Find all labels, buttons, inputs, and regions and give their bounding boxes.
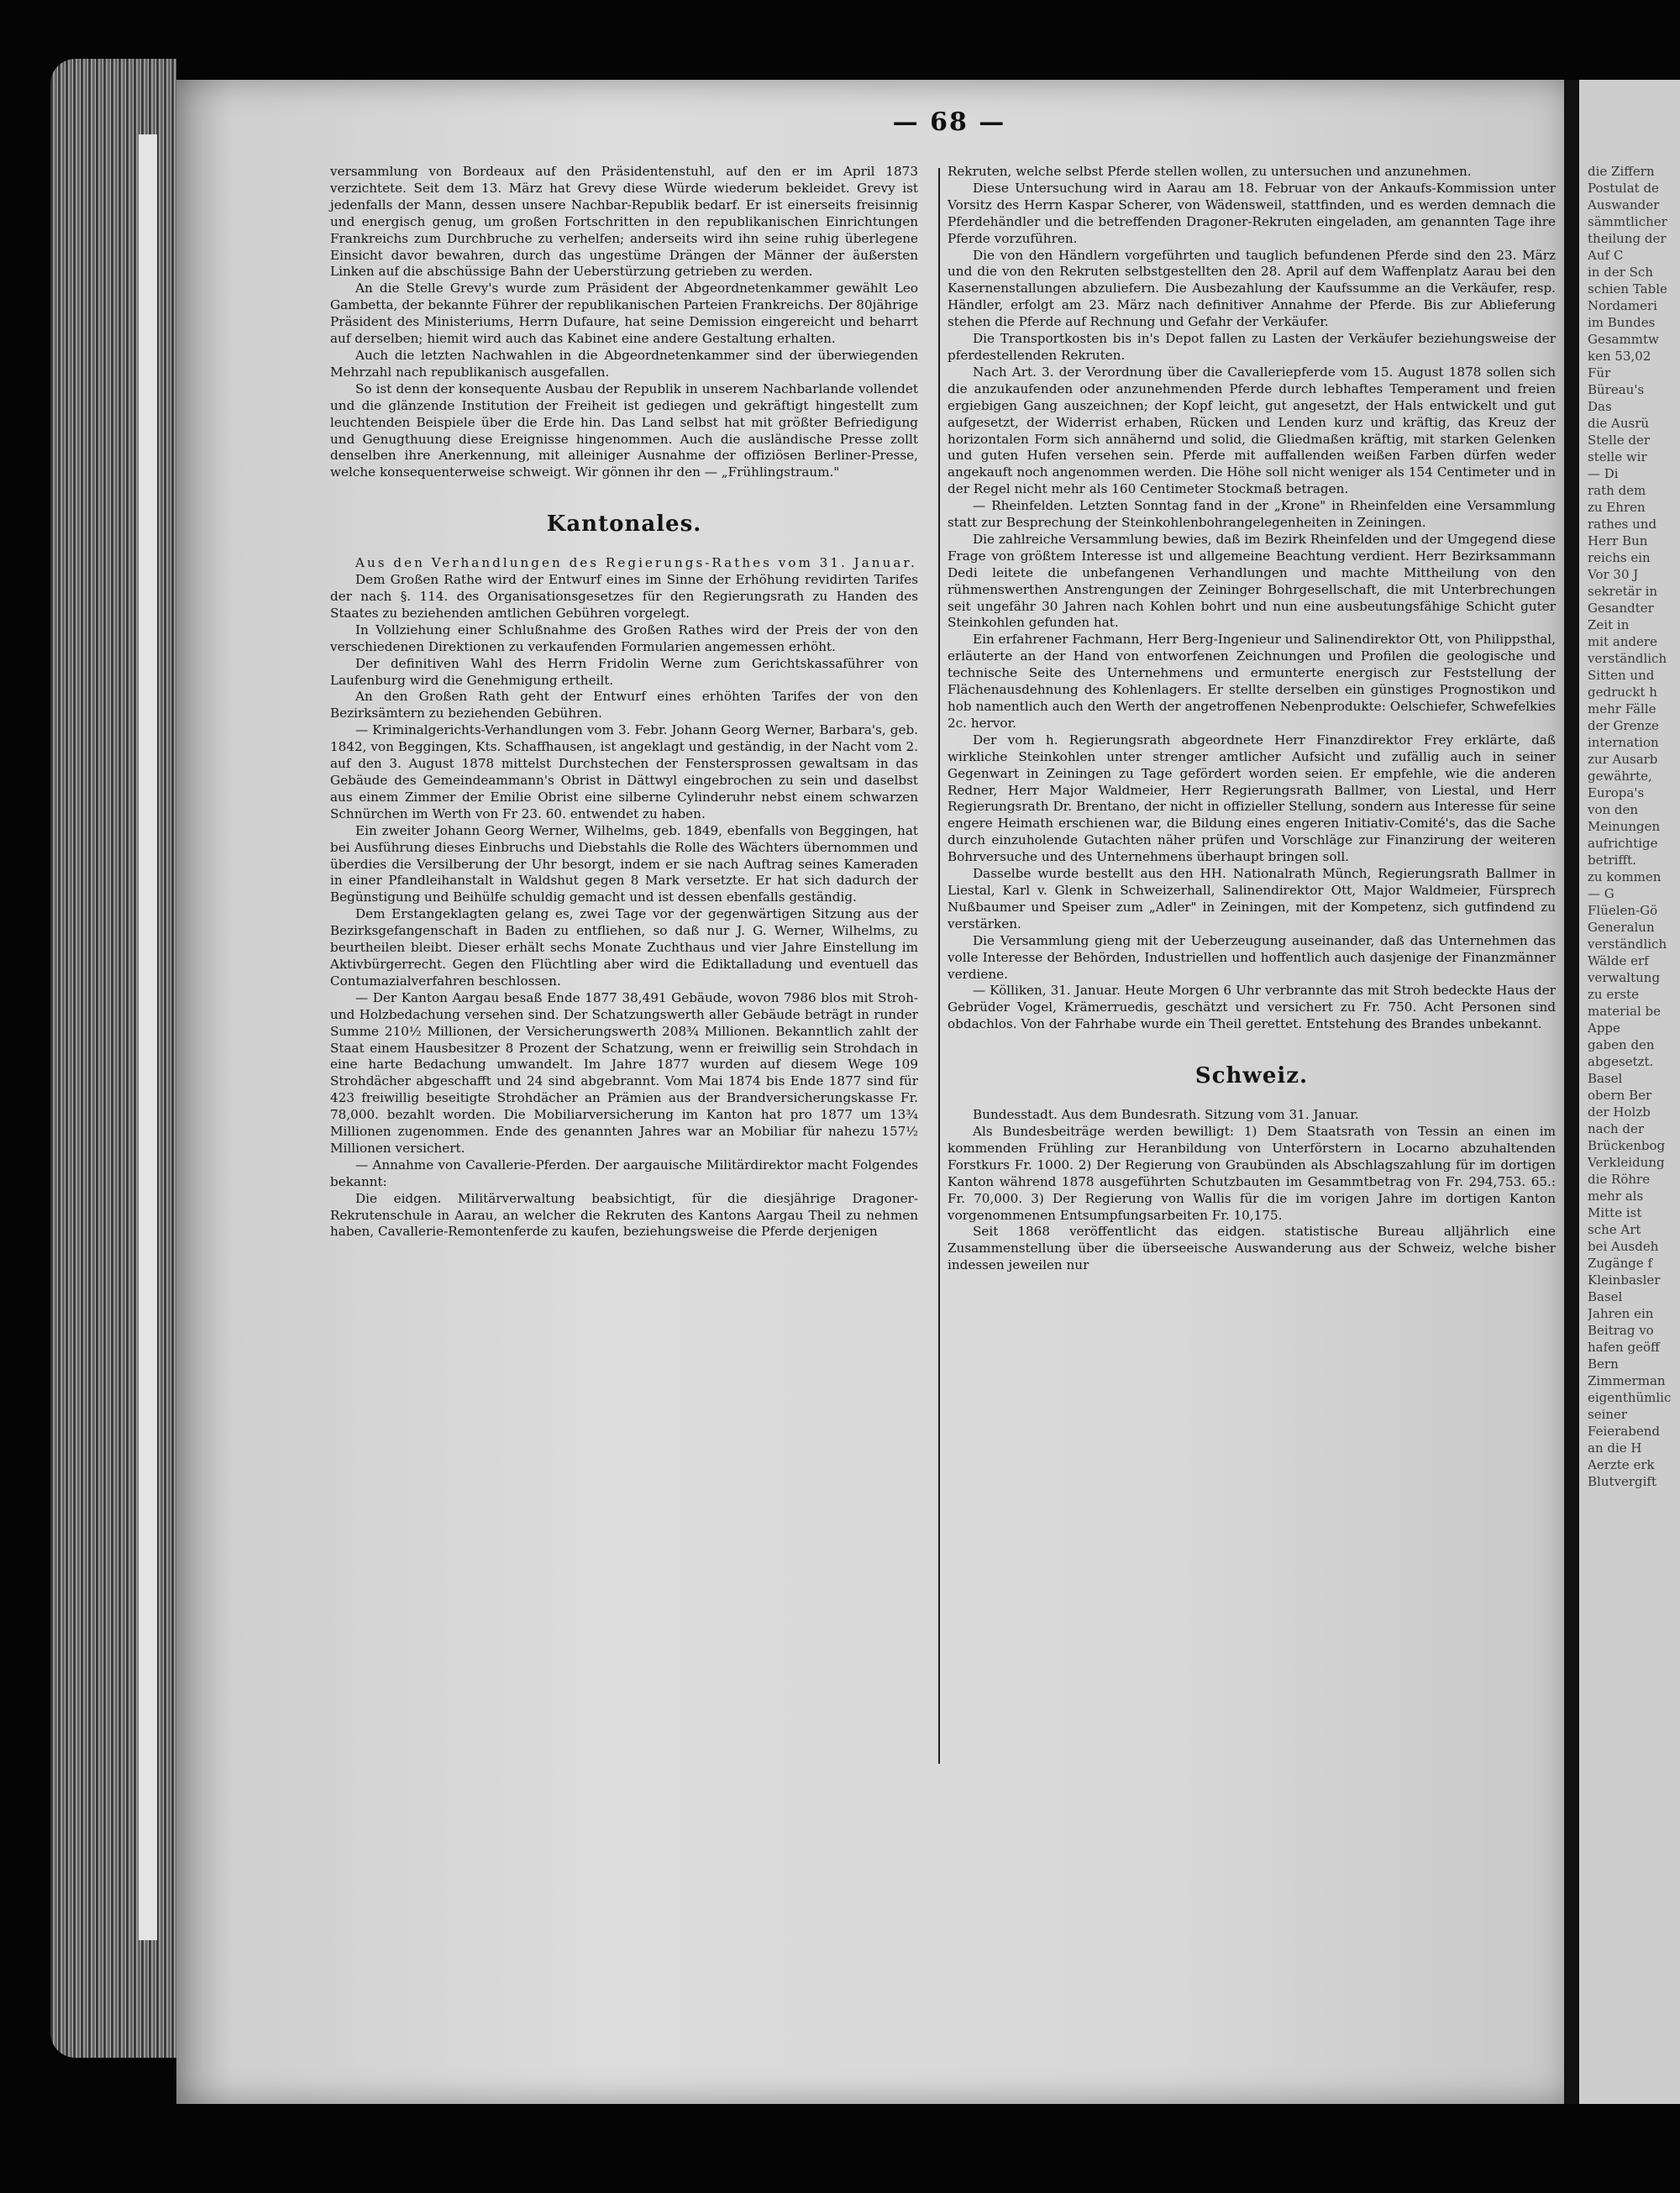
next-page-line: Sitten und [1588, 668, 1655, 683]
next-page-line: Europa's [1588, 785, 1645, 800]
next-page-line: Verkleidung [1588, 1155, 1665, 1170]
next-page-line: — Di [1588, 466, 1619, 481]
page-number: — 68 — [892, 108, 1006, 137]
next-page-line: Appe [1588, 1020, 1620, 1036]
paragraph: Rekruten, welche selbst Pferde stellen wollen, zu untersuchen und anzunehmen. [948, 164, 1472, 179]
next-page-line: verständlich [1588, 651, 1667, 666]
paragraph: Dem Erstangeklagten gelang es, zwei Tage vor der gegenwärtigen Sitzung aus der Bezirksgefangenschaft in Baden zu entfliehen, so daß nur J. G. Werner, Wilhelms, zu beurtheilen bleibt. Dieser erhält sechs Monate Zuchthaus und vier Jahre Einstellung im Aktivbürgerrecht. Gegen den Flüchtling aber wird die Ediktalladung und eventuell das Contumazialverfahren beschlossen. [330, 906, 918, 989]
next-page-line: rathes und [1588, 517, 1657, 532]
paragraph: An die Stelle Grevy's wurde zum Präsident der Abgeordnetenkammer gewählt Leo Gambetta, der bekannte Führer der republikanischen Parteien Frankreichs. Der 80jährige Präsident des Ministeriums, Herrn Dufaure, hat seine Demission eingereicht und beharrt auf derselben; hiemit wird auch das Kabinet eine andere Gestaltung erhalten. [330, 281, 918, 347]
section-heading-kantonales: Kantonales. [546, 512, 702, 538]
paragraph: Die Versammlung gieng mit der Ueberzeugung auseinander, daß das Unternehmen das volle Interesse der Behörden, Industriellen und hoffentlich auch dasjenige der Finanzmänner verdiene. [948, 932, 1556, 982]
subheading: Bundesstadt. Aus dem Bundesrath. Sitzung vom 31. Januar. [973, 1107, 1359, 1123]
paragraph: versammlung von Bordeaux auf den Präsidentenstuhl, auf den er im April 1873 verzichtete. Seit dem 13. März hat Grevy diese Würde wiederum bekleidet. Grevy ist jedenfalls der Mann, dessen unsere Nachbar-Republik bedarf. Er ist einerseits freisinnig und energisch genug, um großen Fortschritten in den republikanischen Einrichtungen Frankreichs zum Durchbruche zu verhelfen; anderseits wird ihn seine ruhig überlegene Einsicht davor bewahren, durch das ungestüme Drängen der Männer der äußersten Linken auf die abschüssige Bahn der Ueberstürzung getrieben zu werden. [330, 164, 918, 280]
next-page-text-fragments [1588, 164, 1680, 1491]
next-page-line: Postulat de [1588, 181, 1659, 196]
next-page-line: Mitte ist [1588, 1205, 1642, 1220]
next-page-line: der Grenze [1588, 718, 1659, 733]
paragraph: Dasselbe wurde bestellt aus den HH. Nationalrath Münch, Regierungsrath Ballmer in Liestal, Karl v. Glenk in Schweizerhall, Salinendirektor Ott, Major Waldmeier, Fürsprech Nußbaumer und Speiser zum „Adler" in Zeiningen, mit der Kompetenz, sich gutfindend zu verstärken. [948, 866, 1556, 931]
paragraph: Die von den Händlern vorgeführten und tauglich befundenen Pferde sind den 23. März und die von den Rekruten selbstgestellten den 28. April auf dem Waffenplatz Aarau bei den Kasernenstallungen abzuliefern. Die Ausbezahlung der Kaufssumme an die Verkäufer, resp. Händler, erfolgt am 23. März nach definitiver Annahme der Pferde. Bis zur Ablieferung stehen die Pferde auf Rechnung und Gefahr der Verkäufer. [948, 247, 1556, 330]
paragraph: Die zahlreiche Versammlung bewies, daß im Bezirk Rheinfelden und der Umgegend diese Frage von größtem Interesse ist und allgemeine Beachtung verdient. Herr Bezirksammann Dedi leitete die unbefangenen Verhandlungen und machte Mittheilung von den rühmenswerthen Anstrengungen der Zeininger Bohrgesellschaft, die mit Unterbrechungen seit ungefähr 30 Jahren nach Kohlen bohrt und nun eine ausbeutungsfähige Schicht guter Steinkohlen gefunden hat. [948, 531, 1556, 631]
next-page-line: zu Ehren [1588, 500, 1646, 515]
left-column [330, 164, 918, 1241]
section-heading-schweiz: Schweiz. [1194, 1063, 1309, 1089]
next-page-line: material be [1588, 1004, 1662, 1019]
next-page-line: Das [1588, 399, 1612, 414]
next-page-line: abgesetzt. [1588, 1054, 1654, 1069]
paragraph: Dem Großen Rathe wird der Entwurf eines im Sinne der Erhöhung revidirten Tarifes der nach §. 114. des Organisationsgesetzes für den Regierungsrath zu Handen des Staates zu beziehenden amtlichen Gebühren vorgelegt. [330, 572, 918, 621]
next-page-line: gaben den [1588, 1037, 1655, 1052]
next-page-line: Zugänge f [1588, 1256, 1653, 1271]
next-page-line: Zimmerman [1588, 1373, 1666, 1388]
next-page-line: Meinungen [1588, 819, 1661, 834]
next-page-line: die Röhre [1588, 1172, 1651, 1187]
next-page-line: Generalun [1588, 920, 1655, 935]
next-page-line: mit andere [1588, 634, 1657, 649]
next-page-line: Gesammtw [1588, 332, 1659, 347]
next-page-line: sekretär in [1588, 584, 1658, 599]
next-page-line: Büreau's [1588, 382, 1645, 397]
paragraph: — Kölliken, 31. Januar. Heute Morgen 6 Uhr verbrannte das mit Stroh bedeckte Haus der Gebrüder Vogel, Krämerruedis, geschätzt und versichert zu Fr. 750. Acht Personen sind obdachlos. Von der Fahrhabe wurde ein Theil gerettet. Entstehung des Brandes unbekannt. [948, 983, 1556, 1032]
next-page-line: Kleinbasler [1588, 1272, 1661, 1288]
next-page-line: rath dem [1588, 483, 1646, 498]
next-page-line: zu kommen [1588, 869, 1662, 884]
next-page-line: Blutvergift [1588, 1474, 1657, 1489]
next-page-line: die Ausrü [1588, 416, 1650, 431]
next-page-line: Feierabend [1588, 1424, 1660, 1439]
next-page-line: seiner [1588, 1407, 1628, 1422]
next-page-line: Flüelen-Gö [1588, 903, 1658, 918]
next-page-line: hafen geöff [1588, 1340, 1660, 1355]
next-page-line: nach der [1588, 1121, 1645, 1136]
next-page-line: Vor 30 J [1588, 567, 1639, 582]
paragraph: Auch die letzten Nachwahlen in die Abgeordnetenkammer sind der überwiegenden Mehrzahl nach republikanisch ausgefallen. [330, 347, 918, 380]
next-page-line: Auf C [1588, 248, 1624, 263]
next-page-line: mehr Fälle [1588, 701, 1656, 716]
bookmark-strip [139, 134, 157, 1940]
next-page-line: sche Art [1588, 1222, 1641, 1237]
paragraph: Die Transportkosten bis in's Depot fallen zu Lasten der Verkäufer beziehungsweise der pferdestellenden Rekruten. [948, 331, 1556, 363]
next-page-line: an die H [1588, 1440, 1642, 1456]
next-page-line: die Ziffern [1588, 164, 1655, 179]
next-page-line: zur Ausarb [1588, 752, 1658, 767]
next-page-line: aufrichtige [1588, 836, 1658, 851]
next-page-line: obern Ber [1588, 1088, 1652, 1103]
next-page-line: in der Sch [1588, 265, 1653, 280]
paragraph: Als Bundesbeiträge werden bewilligt: 1) Dem Staatsrath von Tessin an einen im kommenden Frühling zur Heranbildung von Unterförstern in Locarno abzuhaltenden Forstkurs Fr. 1000. 2) Der Regierung von Graubünden als Abschlagszahlung für im dortigen Kanton während 1878 ausgeführten Schutzbauten im Gesammtbetrag von Fr. 294,753. 65.: Fr. 70,000. 3) Der Regierung von Wallis für die im vorigen Jahre im dortigen Kanton vorgenommenen Entsumpfungsarbeiten Fr. 10,175. [948, 1124, 1556, 1223]
next-page-line: Beitrag vo [1588, 1323, 1654, 1338]
paragraph: — Der Kanton Aargau besaß Ende 1877 38,491 Gebäude, wovon 7986 blos mit Stroh- und Holzbedachung versehen sind. Der Schatzungswerth aller Gebäude beträgt in runder Summe 210½ Millionen, der Versicherungswerth 208¾ Millionen. Bekanntlich zahlt der Staat einem Hausbesitzer 8 Prozent der Schatzung, wenn er freiwillig sein Strohdach in eine harte Bedachung umwandelt. Im Jahre 1877 wurden auf diesem Wege 109 Strohdächer abgeschafft und 24 sind abgebrannt. Vom Mai 1874 bis Ende 1877 sind für 423 freiwillig beseitigte Strohdächer an Prämien aus der Brandversicherungskasse Fr. 78,000. bezahlt worden. Die Mobiliarversicherung im Kanton hat pro 1877 um 13¾ Millionen zugenommen. Ende des genannten Jahres war an Mobiliar für nahezu 157½ Millionen versichert. [330, 989, 918, 1156]
next-page-line: gewährte, [1588, 769, 1652, 784]
next-page-line: Gesandter [1588, 601, 1654, 616]
next-page-line: bei Ausdeh [1588, 1239, 1659, 1254]
next-page-line: eigenthümlic [1588, 1390, 1672, 1405]
next-page-line: schien Table [1588, 281, 1667, 296]
next-page-line: betrifft. [1588, 853, 1636, 868]
next-page-line: theilung der [1588, 231, 1667, 246]
next-page-line: Aerzte erk [1588, 1457, 1655, 1472]
next-page-line: internation [1588, 735, 1659, 750]
paragraph: Ein erfahrener Fachmann, Herr Berg-Ingenieur und Salinendirektor Ott, von Philippsthal, erläuterte an der Hand von entworfenen Zeichnungen und Profilen die geologische und technische Seite des Unternehmens und ermunterte energisch zur Feststellung der Flächenausdehnung des Kohlenlagers. Er stellte derselben ein günstiges Prognostikon und hob namentlich auch den Werth der angetroffenen Nebenprodukte: Oelschiefer, Schwefelkies 2c. hervor. [948, 632, 1556, 731]
paragraph: — Annahme von Cavallerie-Pferden. Der aargauische Militärdirektor macht Folgendes bekannt: [330, 1157, 918, 1189]
next-page-line: Basel [1588, 1071, 1623, 1086]
next-page-line: Jahren ein [1588, 1306, 1654, 1321]
next-page-line: verwaltung [1588, 970, 1661, 985]
paragraph: Die eidgen. Militärverwaltung beabsichtigt, für die diesjährige Dragoner-Rekrutenschule in Aarau, an welcher die Rekruten des Kantons Aargau Theil zu nehmen haben, Cavallerie-Remontenferde zu kaufen, beziehungsweise die Pferde derjenigen [330, 1190, 918, 1240]
next-page-line: der Holzb [1588, 1104, 1651, 1120]
next-page-line: stelle wir [1588, 449, 1647, 464]
next-page-line: Für [1588, 365, 1611, 380]
next-page-line: im Bundes [1588, 315, 1656, 330]
paragraph: Ein zweiter Johann Georg Werner, Wilhelms, geb. 1849, ebenfalls von Beggingen, hat bei Ausführung dieses Einbruchs und Diebstahls die Rolle des Wächters übernommen und überdies die Versilberung der Uhr besorgt, indem er sie nach Auftrag seines Kameraden in einer Pfandleihanstalt in Waldshut gegen 8 Mark versetzte. Er hat sich dadurch der Begünstigung und Beihülfe schuldig gemacht und ist dessen ebenfalls geständig. [330, 822, 918, 905]
next-page-line: Nordameri [1588, 298, 1657, 313]
paragraph: An den Großen Rath geht der Entwurf eines erhöhten Tarifes der von den Bezirksämtern zu beziehenden Gebühren. [330, 689, 918, 721]
paragraph: Der vom h. Regierungsrath abgeordnete Herr Finanzdirektor Frey erklärte, daß wirkliche Steinkohlen unter strenger amtlicher Aufsicht und zufällig auch in seiner Gegenwart in Zeiningen zu Tage gefördert worden seien. Er empfehle, wie die anderen Redner, Herr Major Waldmeier, Herr Regierungsrath Ballmer, von Liestal, und Herr Regierungsrath Dr. Brentano, der nicht in offizieller Stellung, sondern aus Interesse für seine engere Heimath erschienen war, die Bildung eines engeren Initiativ-Comité's, das die Sache durch einzuholende Gutachten näher prüfen und Vorschläge zur Finanzirung der weiteren Bohrversuche und des Unternehmens überhaupt bringen soll. [948, 732, 1556, 865]
next-page-line: Wälde erf [1588, 953, 1649, 968]
right-column [948, 164, 1556, 1274]
next-page-line: sämmtlicher [1588, 214, 1667, 229]
next-page-line: Brückenbog [1588, 1138, 1666, 1153]
next-page-line: von den [1588, 802, 1639, 817]
next-page-line: Herr Bun [1588, 533, 1648, 548]
next-page-line: gedruckt h [1588, 685, 1657, 700]
next-page-line: ken 53,02 [1588, 349, 1651, 364]
next-page-line: verständlich [1588, 936, 1667, 952]
subheading: Aus den Verhandlungen des Regierungs-Rathes vom 31. Januar. [355, 555, 917, 571]
paragraph: Nach Art. 3. der Verordnung über die Cavalleriepferde vom 15. August 1878 sollen sich die anzukaufenden oder anzunehmenden Pferde durch lebhaftes Temperament und freien ergiebigen Gang auszeichnen; der Kopf leicht, gut angesetzt, der Hals entwickelt und gut aufgesetzt, der Widerrist erhaben, Rücken und Lenden kurz und kräftig, das Kreuz der horizontalen Form sich annähernd und solid, die Gliedmaßen kräftig, mit starken Gelenken und guten Hufen versehen sein. Pferde mit auffallenden weißen Farben dürfen weder angekauft noch angenommen werden. Die Höhe soll nicht weniger als 154 Centimeter und in der Regel nicht mehr als 160 Centimeter Stockmaß betragen. [948, 364, 1556, 497]
next-page-line: Zeit in [1588, 617, 1630, 632]
next-page-line: zu erste [1588, 987, 1639, 1002]
next-page-line: Auswander [1588, 197, 1660, 212]
paragraph: — Rheinfelden. Letzten Sonntag fand in der „Krone" in Rheinfelden eine Versammlung statt zur Besprechung der Steinkohlenbohrangelegenheiten in Zeiningen. [948, 498, 1556, 531]
next-page-line: mehr als [1588, 1188, 1644, 1204]
next-page-line: — G [1588, 886, 1614, 901]
next-page-line: reichs ein [1588, 550, 1651, 565]
column-rule [938, 168, 940, 1764]
book-page-edges [50, 59, 176, 2058]
next-page-line: Bern [1588, 1356, 1619, 1372]
paragraph: Seit 1868 veröffentlicht das eidgen. statistische Bureau alljährlich eine Zusammenstellung über die überseeische Auswanderung aus der Schweiz, welche bisher indessen jeweilen nur [948, 1224, 1556, 1273]
next-page-line: Basel [1588, 1289, 1623, 1304]
paragraph: In Vollziehung einer Schlußnahme des Großen Rathes wird der Preis der von den verschiedenen Direktionen zu verkaufenden Formularien angemessen erhöht. [330, 622, 918, 654]
next-page-line: Stelle der [1588, 433, 1651, 448]
paragraph: So ist denn der konsequente Ausbau der Republik in unserem Nachbarlande vollendet und die glänzende Institution der Freiheit ist gediegen und gekräftigt hingestellt zum leuchtenden Beispiele über die Erde hin. Das Land selbst hat mit größter Befriedigung und Genugthuung diese Ereignisse hingenommen. Auch die ausländische Presse zollt denselben ihre Anerkennung, mit alleiniger Ausnahme der offiziösen Berliner-Presse, welche konsequenterweise schweigt. Wir gönnen ihr den — „Frühlingstraum." [330, 380, 918, 480]
paragraph: Der definitiven Wahl des Herrn Fridolin Werne zum Gerichtskassaführer von Laufenburg wird die Genehmigung ertheilt. [330, 655, 918, 688]
paragraph: Diese Untersuchung wird in Aarau am 18. Februar von der Ankaufs-Kommission unter Vorsitz des Herrn Kaspar Scherer, von Wädensweil, stattfinden, und es werden demnach die Pferdehändler und die betreffenden Dragoner-Rekruten eingeladen, am genannten Tage ihre Pferde vorzuführen. [948, 180, 1556, 246]
paragraph: — Kriminalgerichts-Verhandlungen vom 3. Febr. Johann Georg Werner, Barbara's, geb. 1842, von Beggingen, Kts. Schaffhausen, ist angeklagt und geständig, in der Nacht vom 2. auf den 3. August 1878 mittelst Durchstechen der Fenstersprossen gewaltsam in das Gebäude des Gemeindeammann's Obrist in Dättwyl eingebrochen zu sein und daselbst aus einem Zimmer der Emilie Obrist eine silberne Cylinderuhr nebst einem schwarzen Schnürchen im Werth von Fr 23. 60. entwendet zu haben. [330, 722, 918, 821]
